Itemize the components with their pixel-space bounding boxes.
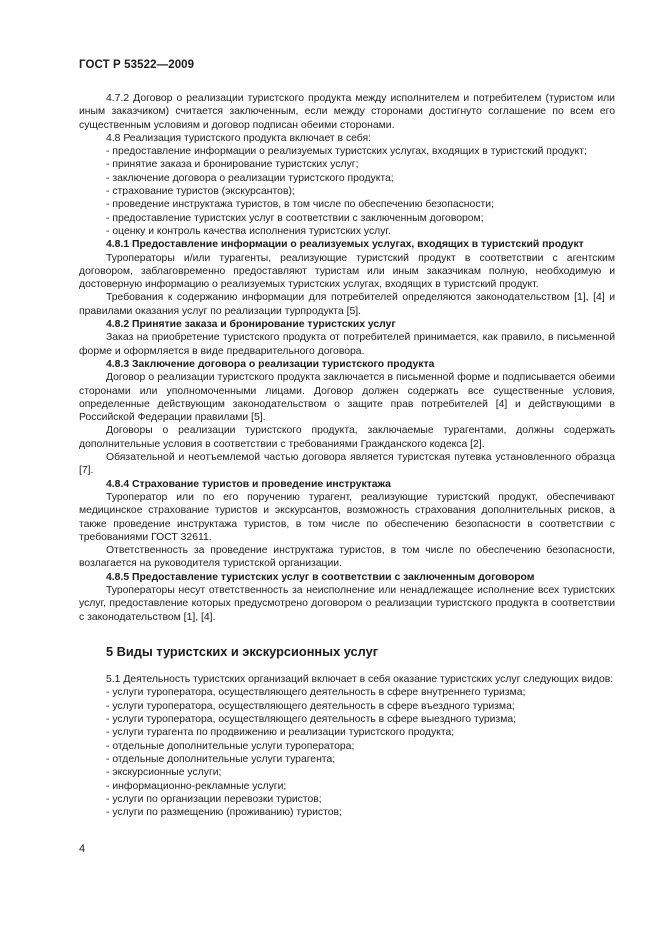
list-item: - экскурсионные услуги; (106, 767, 222, 779)
list-item: - услуги по организации перевозки туристов; (106, 793, 322, 805)
list-item: - предоставление туристских услуг в соответствии с заключенным договором; (106, 212, 484, 224)
list-item: - оценку и контроль качества исполнения туристских услуг. (106, 225, 391, 237)
page-number: 4 (79, 843, 86, 855)
list-item: - услуги туроператора, осуществляющего деятельность в сфере выездного туризма; (106, 714, 517, 726)
list-item: - принятие заказа и бронирование туристских услуг; (106, 159, 359, 171)
paragraph: Договор о реализации туристского продукта заключается в письменной форме и подписывается обеими сторонами или уполномоченными лицами. Договор должен содержать все существенные условия, определенные действующим законодательством о защите прав потребителей [4] и действующими в Российской Федерации правилами [5]. (79, 372, 615, 424)
paragraph: 4.7.2 Договор о реализации туристского продукта между исполнителем и потребителем (туристом или иным заказчиком) считается заключенным, если между сторонами достигнуто соглашение по всем его существенным условиям и договор подписан обеими сторонами. (79, 93, 615, 131)
list-item: - предоставление информации о реализуемых туристских услугах, входящих в туристский продукт; (106, 146, 587, 158)
paragraph: Договоры о реализации туристского продукта, заключаемые турагентами, должны содержать дополнительные условия в соответствии с требованиями Гражданского кодекса [2]. (79, 425, 615, 450)
subsection-heading: 4.8.5 Предоставление туристских услуг в соответствии с заключенным договором (106, 571, 535, 583)
list-item: - услуги туроператора, осуществляющего деятельность в сфере внутреннего туризма; (106, 687, 526, 699)
subsection-heading: 4.8.1 Предоставление информации о реализуемых услугах, входящих в туристский продукт (106, 239, 584, 251)
list-item: - заключение договора о реализации туристского продукта; (106, 172, 394, 184)
list-item: - информационно-рекламные услуги; (106, 780, 287, 792)
list-item: - услуги по размещению (проживанию) туристов; (106, 807, 342, 819)
paragraph: Обязательной и неотъемлемой частью договора является туристская путевка установленного образца [7]. (79, 452, 615, 477)
list-item: - отдельные дополнительные услуги туроператора; (106, 740, 355, 752)
section-heading: 5 Виды туристских и экскурсионных услуг (106, 643, 379, 659)
paragraph: 4.8 Реализация туристского продукта включает в себя: (106, 132, 372, 144)
list-item: - услуги туроператора, осуществляющего деятельность в сфере въездного туризма; (106, 700, 515, 712)
standard-header: ГОСТ Р 53522—2009 (79, 59, 195, 71)
list-item: - услуги турагента по продвижению и реализации туристского продукта; (106, 727, 455, 739)
paragraph: Требования к содержанию информации для потребителей определяются законодательством [1], [4] и правилами оказания услуг по реализации турпродукта [5]. (79, 292, 615, 317)
paragraph: Туроператор или по его поручению турагент, реализующие туристский продукт, обеспечивают медицинское страхование туристов и экскурсантов, возможность страхования дополнительных рисков, а также проведение инструктажа туристов, в том числе по обеспечению безопасности в соответствии с требованиями ГОСТ 32611. (79, 491, 615, 543)
paragraph: Туроператоры несут ответственность за неисполнение или ненадлежащее исполнение всех туристских услуг, предоставление которых предусмотрено договором о реализации туристского продукта в соответствии с законодательством [1], [4]. (79, 584, 615, 623)
paragraph: Туроператоры и/или турагенты, реализующие туристский продукт в соответствии с агентским договором, заблаговременно предоставляют туристам или иным заказчикам полную, необходимую и достоверную информацию о реализуемых туристских услугах, входящих в туристский продукт. (79, 252, 615, 291)
document-body (79, 92, 615, 819)
paragraph: 5.1 Деятельность туристских организаций включает в себя оказание туристских услуг следующих видов: (106, 674, 614, 686)
list-item: - страхование туристов (экскурсантов); (106, 186, 295, 198)
subsection-heading: 4.8.2 Принятие заказа и бронирование туристских услуг (106, 319, 396, 331)
subsection-heading: 4.8.4 Страхование туристов и проведение инструктажа (106, 478, 391, 490)
subsection-heading: 4.8.3 Заключение договора о реализации туристского продукта (106, 358, 435, 370)
list-item: - отдельные дополнительные услуги турагента; (106, 753, 336, 765)
list-item: - проведение инструктажа туристов, в том числе по обеспечению безопасности; (106, 199, 494, 211)
paragraph: Заказ на приобретение туристского продукта от потребителей принимается, как правило, в письменной форме и оформляется в виде предварительного договора. (79, 332, 615, 357)
paragraph: Ответственность за проведение инструктажа туристов, в том числе по обеспечению безопасности, возлагается на руководителя туристской организации. (79, 545, 615, 570)
